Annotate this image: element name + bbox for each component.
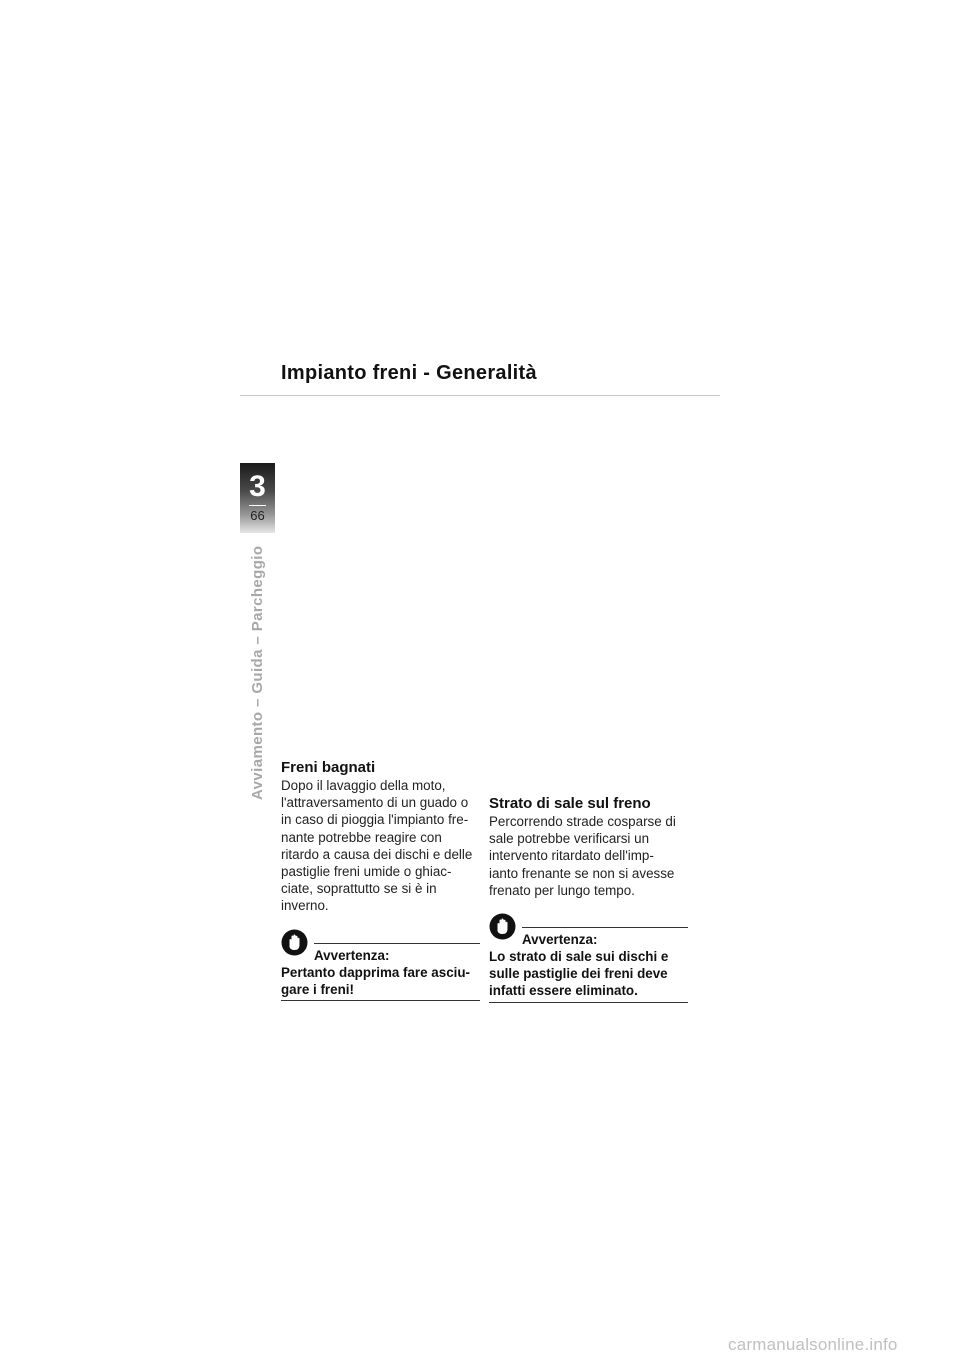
warning-bottom-rule [489, 1002, 688, 1003]
section-body: Percorrendo strade cosparse di sale potrebbe verificarsi un intervento ritardato dell'imp- ianto frenante se non si avesse frenato per lungo tempo. [489, 814, 676, 898]
warning-label: Avvertenza: [522, 932, 598, 948]
chapter-divider [249, 505, 266, 506]
hand-stop-icon [281, 929, 308, 956]
section-body: Dopo il lavaggio della moto, l'attraversamento di un guado o in caso di pioggia l'impianto fre- nante potrebbe reagire con ritardo a causa dei dischi e delle pastiglie freni umide o ghiac- ciate, soprattutto se si è in inverno. [281, 778, 473, 914]
warning-bottom-rule [281, 1000, 480, 1001]
section-heading: Freni bagnati [281, 759, 376, 776]
title-divider [240, 395, 720, 396]
warning-top-rule [314, 943, 480, 944]
section-side-text: Avviamento – Guida – Parcheggio [249, 545, 266, 800]
page-number: 66 [250, 508, 265, 523]
warning-text: Lo strato di sale sui dischi e sulle pastiglie dei freni deve infatti essere eliminato. [489, 949, 669, 999]
page-title: Impianto freni - Generalità [281, 362, 537, 384]
watermark: carmanualsonline.info [728, 1335, 898, 1354]
column-wet-brakes [281, 759, 480, 1001]
warning-label: Avvertenza: [314, 947, 390, 963]
warning-text: Pertanto dapprima fare asciu- gare i freni! [281, 964, 471, 997]
warning-box [281, 929, 480, 1001]
column-salt-layer [489, 795, 688, 1003]
chapter-tab [240, 463, 275, 533]
section-heading: Strato di sale sul freno [489, 795, 651, 812]
warning-top-rule [522, 927, 688, 928]
hand-stop-icon [489, 913, 516, 940]
chapter-number: 3 [249, 470, 266, 503]
warning-box [489, 913, 688, 1003]
